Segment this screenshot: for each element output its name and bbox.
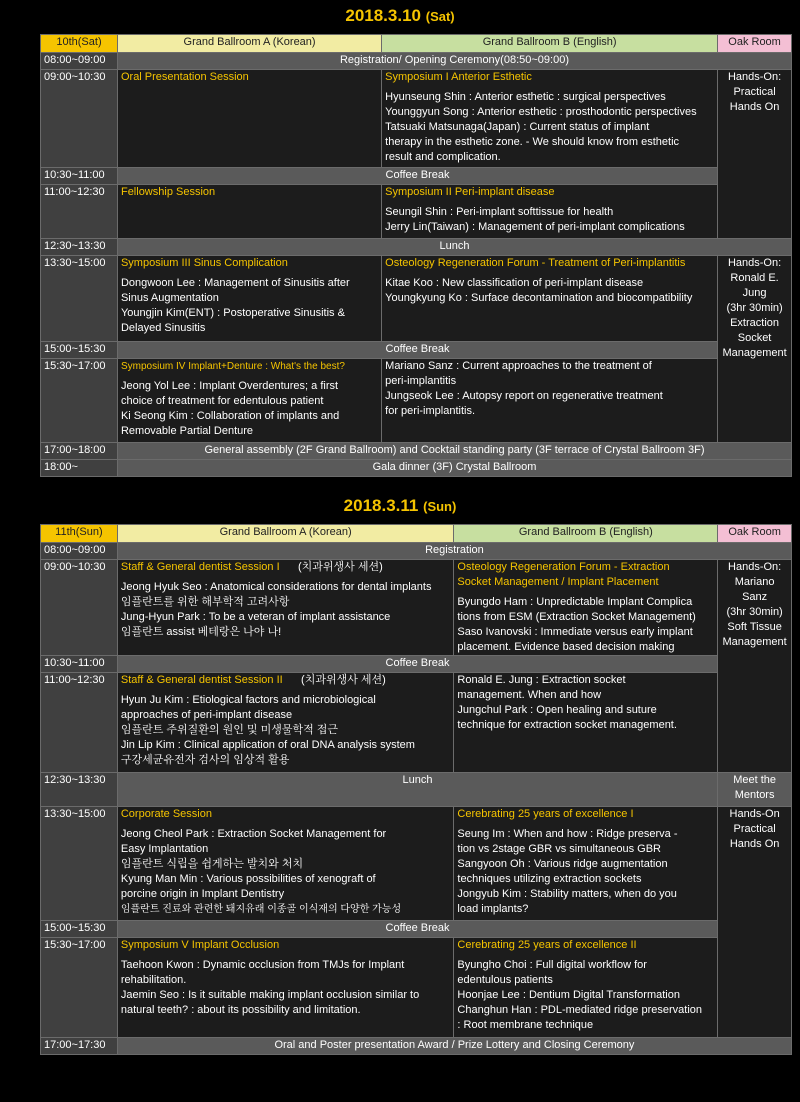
extraction-socket-cell (454, 673, 718, 773)
speaker-line: Removable Partial Denture (120, 425, 254, 437)
day2-header-row (41, 525, 792, 543)
speaker-line: 임플란트를 위한 해부학적 고려사항 (120, 596, 290, 608)
day2-session1-row (41, 560, 792, 656)
speaker-line: load implants? (457, 903, 529, 915)
speaker-line: Ronald E. Jung : Extraction socket (457, 674, 626, 686)
day2-schedule-table (40, 524, 792, 1055)
speaker-line: management. When and how (457, 689, 602, 701)
session-title: Symposium I Anterior Esthetic (385, 71, 532, 83)
time-cell: 09:00~10:30 (41, 560, 118, 656)
session-title: Symposium II Peri-implant disease (385, 186, 555, 198)
speaker-line: 구강세균유전자 검사의 임상적 활용 (120, 754, 290, 766)
time-cell: 11:00~12:30 (41, 673, 118, 773)
speaker-line: approaches of peri-implant disease (120, 709, 293, 721)
speaker-line: natural teeth? : about its possibility and limitation. (120, 1004, 361, 1016)
time-cell: 12:30~13:30 (41, 773, 118, 807)
speaker-line: Changhun Han : PDL-mediated ridge preservation (457, 1004, 702, 1016)
osteology-esm-cell (454, 560, 718, 656)
day1-gala-row (41, 460, 792, 477)
speaker-line: Jungseok Lee : Autopsy report on regenerative treatment (385, 390, 663, 402)
day2-registration-row (41, 543, 792, 560)
time-cell: 17:00~17:30 (41, 1038, 118, 1055)
speaker-line: techniques utilizing extraction sockets (457, 873, 642, 885)
day2-header-room-b: Grand Ballroom B (English) (454, 525, 718, 543)
day2-closing-row (41, 1038, 792, 1055)
speaker-line: Jeong Hyuk Seo : Anatomical considerations for dental implants (120, 581, 432, 593)
session-title: Cerebrating 25 years of excellence II (457, 939, 637, 951)
day1-session4-row (41, 359, 792, 443)
registration-text: Registration (117, 543, 791, 560)
oral-presentation-session (117, 70, 381, 168)
fellowship-session (117, 185, 381, 239)
day1-date: 2018.3.10 (345, 6, 421, 25)
time-cell: 11:00~12:30 (41, 185, 118, 239)
staff-session-i-cell (117, 560, 454, 656)
staff-session-ii-cell (117, 673, 454, 773)
coffee-break: Coffee Break (117, 921, 717, 938)
session-title: Osteology Regeneration Forum - Treatment of Peri-implantitis (385, 257, 686, 269)
day2-header-time: 11th(Sun) (41, 525, 118, 543)
speaker-line: 임플란트 assist 베테랑은 나야 나! (120, 626, 282, 638)
time-cell: 12:30~13:30 (41, 239, 118, 256)
time-cell: 09:00~10:30 (41, 70, 118, 168)
speaker-line: Jongyub Kim : Stability matters, when do you (457, 888, 677, 900)
session-title: Cerebrating 25 years of excellence I (457, 808, 634, 820)
registration-text: Registration/ Opening Ceremony(08:50~09:00) (117, 53, 791, 70)
symposium-v-cell (117, 938, 454, 1038)
speaker-line: result and complication. (385, 151, 501, 163)
time-cell: 08:00~09:00 (41, 53, 118, 70)
day1-assembly-row (41, 443, 792, 460)
speaker-line: Mariano Sanz : Current approaches to the treatment of (385, 360, 652, 372)
coffee-break: Coffee Break (117, 342, 717, 359)
speaker-line: Jaemin Seo : Is it suitable making implant occlusion similar to (120, 989, 420, 1001)
lunch: Lunch (117, 239, 791, 256)
day1-registration-row (41, 53, 792, 70)
session-title: Socket Management / Implant Placement (457, 576, 659, 588)
day2-date: 2018.3.11 (343, 496, 419, 515)
day2-header-oak: Oak Room (718, 525, 792, 543)
day1-session3-row (41, 256, 792, 342)
speaker-line: Ki Seong Kim : Collaboration of implants and (120, 410, 340, 422)
time-cell: 10:30~11:00 (41, 168, 118, 185)
day1-lunch-row (41, 239, 792, 256)
speaker-line: Hoonjae Lee : Dentium Digital Transformation (457, 989, 680, 1001)
day2-lunch-row (41, 773, 792, 807)
oak-hands-on-practical: Hands-On: Practical Hands On (718, 70, 792, 239)
meet-the-mentors: Meet the Mentors (718, 773, 792, 807)
oak-hands-on-soft-tissue: Hands-On: Mariano Sanz (3hr 30min) Soft Tissue Management (718, 560, 792, 773)
day1-header-room-b: Grand Ballroom B (English) (382, 35, 718, 53)
day1-weekday: (Sat) (425, 9, 455, 24)
speaker-line: Jeong Yol Lee : Implant Overdentures; a first (120, 380, 339, 392)
day2-coffee2-row (41, 921, 792, 938)
speaker-line: Easy Implantation (120, 843, 209, 855)
day2-session2-row (41, 673, 792, 773)
speaker-line: 임플란트 식립을 쉽게하는 발치와 처치 (120, 858, 304, 870)
speaker-line: placement. Evidence based decision making (457, 641, 675, 653)
symposium-iv-cell (117, 359, 381, 443)
speaker-line: Jeong Cheol Park : Extraction Socket Management for (120, 828, 387, 840)
speaker-line: Hyunseung Shin : Anterior esthetic : surgical perspectives (385, 91, 666, 103)
speaker-line: Younggyun Song : Anterior esthetic : prosthodontic perspectives (385, 106, 697, 118)
day2-header-room-a: Grand Ballroom A (Korean) (117, 525, 454, 543)
day1-session2-row (41, 185, 792, 239)
speaker-line: Kitae Koo : New classification of peri-implant disease (385, 277, 644, 289)
time-cell: 18:00~ (41, 460, 118, 477)
speaker-line: Jungchul Park : Open healing and suture (457, 704, 657, 716)
day1-coffee2-row (41, 342, 792, 359)
day1-header-oak: Oak Room (718, 35, 792, 53)
osteology-forum-cell (382, 256, 718, 342)
speaker-line: Jung-Hyun Park : To be a veteran of implant assistance (120, 611, 391, 623)
lunch: Lunch (117, 773, 717, 807)
speaker-line: 임플란트 주위질환의 원인 및 미생물학적 접근 (120, 724, 339, 736)
day2-title (0, 495, 800, 517)
speaker-line: Sangyoon Oh : Various ridge augmentation (457, 858, 668, 870)
speaker-line: peri-implantitis (385, 375, 457, 387)
time-cell: 15:30~17:00 (41, 938, 118, 1038)
time-cell: 08:00~09:00 (41, 543, 118, 560)
day1-session1-row (41, 70, 792, 168)
day1-title (0, 5, 800, 27)
coffee-break: Coffee Break (117, 656, 717, 673)
speaker-line: Sinus Augmentation (120, 292, 219, 304)
speaker-line: Delayed Sinusitis (120, 322, 206, 334)
time-cell: 10:30~11:00 (41, 656, 118, 673)
speaker-line: Youngjin Kim(ENT) : Postoperative Sinusitis & (120, 307, 345, 319)
session-title: Symposium IV Implant+Denture : What's the best? (120, 361, 345, 372)
session-title: Osteology Regeneration Forum - Extraction (457, 561, 670, 573)
coffee-break: Coffee Break (117, 168, 717, 185)
session-tag: (치과위생사 세션) (297, 561, 383, 573)
speaker-line: tions from ESM (Extraction Socket Management) (457, 611, 696, 623)
speaker-line: porcine origin in Implant Dentistry (120, 888, 285, 900)
speaker-line: Seung Im : When and how : Ridge preserva - (457, 828, 678, 840)
gala-dinner: Gala dinner (3F) Crystal Ballroom (117, 460, 791, 477)
speaker-line: for peri-implantitis. (385, 405, 476, 417)
speaker-line: 임플란트 진료와 관련한 돼지유래 이종골 이식재의 다양한 가능성 (120, 904, 402, 915)
speaker-line: rehabilitation. (120, 974, 187, 986)
oak-hands-on-extraction: Hands-On: Ronald E. Jung (3hr 30min) Extraction Socket Management (718, 256, 792, 443)
time-cell: 13:30~15:00 (41, 256, 118, 342)
speaker-line: therapy in the esthetic zone. - We should know from esthetic (385, 136, 680, 148)
day1-header-room-a: Grand Ballroom A (Korean) (117, 35, 381, 53)
day1-header-time: 10th(Sat) (41, 35, 118, 53)
speaker-line: Taehoon Kwon : Dynamic occlusion from TMJs for Implant (120, 959, 405, 971)
session-title: Oral Presentation Session (120, 71, 249, 83)
time-cell: 15:00~15:30 (41, 921, 118, 938)
day2-session3-row (41, 807, 792, 921)
oak-hands-on-practical: Hands-On Practical Hands On (718, 807, 792, 1038)
cerebrating-i-cell (454, 807, 718, 921)
corporate-session-cell (117, 807, 454, 921)
speaker-line: Tatsuaki Matsunaga(Japan) : Current status of implant (385, 121, 650, 133)
speaker-line: Byungdo Ham : Unpredictable Implant Complica (457, 596, 693, 608)
session-title: Fellowship Session (120, 186, 216, 198)
day2-weekday: (Sun) (423, 499, 457, 514)
peri-implantitis-cell (382, 359, 718, 443)
speaker-line: technique for extraction socket management. (457, 719, 677, 731)
day1-schedule-table (40, 34, 792, 477)
speaker-line: Byungho Choi : Full digital workflow for (457, 959, 647, 971)
speaker-line: Saso Ivanovski : Immediate versus early implant (457, 626, 693, 638)
closing-ceremony: Oral and Poster presentation Award / Prize Lottery and Closing Ceremony (117, 1038, 791, 1055)
day1-coffee1-row (41, 168, 792, 185)
speaker-line: : Root membrane technique (457, 1019, 594, 1031)
session-tag: (치과위생사 세션) (301, 674, 386, 686)
day2-session4-row (41, 938, 792, 1038)
day1-header-row (41, 35, 792, 53)
speaker-line: Youngkyung Ko : Surface decontamination and biocompatibility (385, 292, 693, 304)
speaker-line: Jerry Lin(Taiwan) : Management of peri-implant complications (385, 221, 685, 233)
session-title: Staff & General dentist Session I (치과위생사 세션) (120, 561, 383, 573)
cerebrating-ii-cell (454, 938, 718, 1038)
speaker-line: Dongwoon Lee : Management of Sinusitis after (120, 277, 350, 289)
speaker-line: Hyun Ju Kim : Etiological factors and microbiological (120, 694, 376, 706)
time-cell: 15:30~17:00 (41, 359, 118, 443)
time-cell: 15:00~15:30 (41, 342, 118, 359)
speaker-line: Kyung Man Min : Various possibilities of xenograft of (120, 873, 376, 885)
symposium-i-cell (382, 70, 718, 168)
time-cell: 17:00~18:00 (41, 443, 118, 460)
general-assembly: General assembly (2F Grand Ballroom) and Cocktail standing party (3F terrace of Crystal Ballroom 3F) (117, 443, 791, 460)
session-title: Corporate Session (120, 808, 212, 820)
time-cell: 13:30~15:00 (41, 807, 118, 921)
symposium-iii-cell (117, 256, 381, 342)
speaker-line: Seungil Shin : Peri-implant softtissue for health (385, 206, 614, 218)
speaker-line: choice of treatment for edentulous patient (120, 395, 324, 407)
session-title: Symposium V Implant Occlusion (120, 939, 280, 951)
symposium-ii-cell (382, 185, 718, 239)
speaker-line: tion vs 2stage GBR vs simultaneous GBR (457, 843, 661, 855)
day2-coffee1-row (41, 656, 792, 673)
speaker-line: edentulous patients (457, 974, 553, 986)
speaker-line: Jin Lip Kim : Clinical application of oral DNA analysis system (120, 739, 415, 751)
session-title: Symposium III Sinus Complication (120, 257, 288, 269)
session-title: Staff & General dentist Session II (치과위생사 세션) (120, 674, 386, 686)
